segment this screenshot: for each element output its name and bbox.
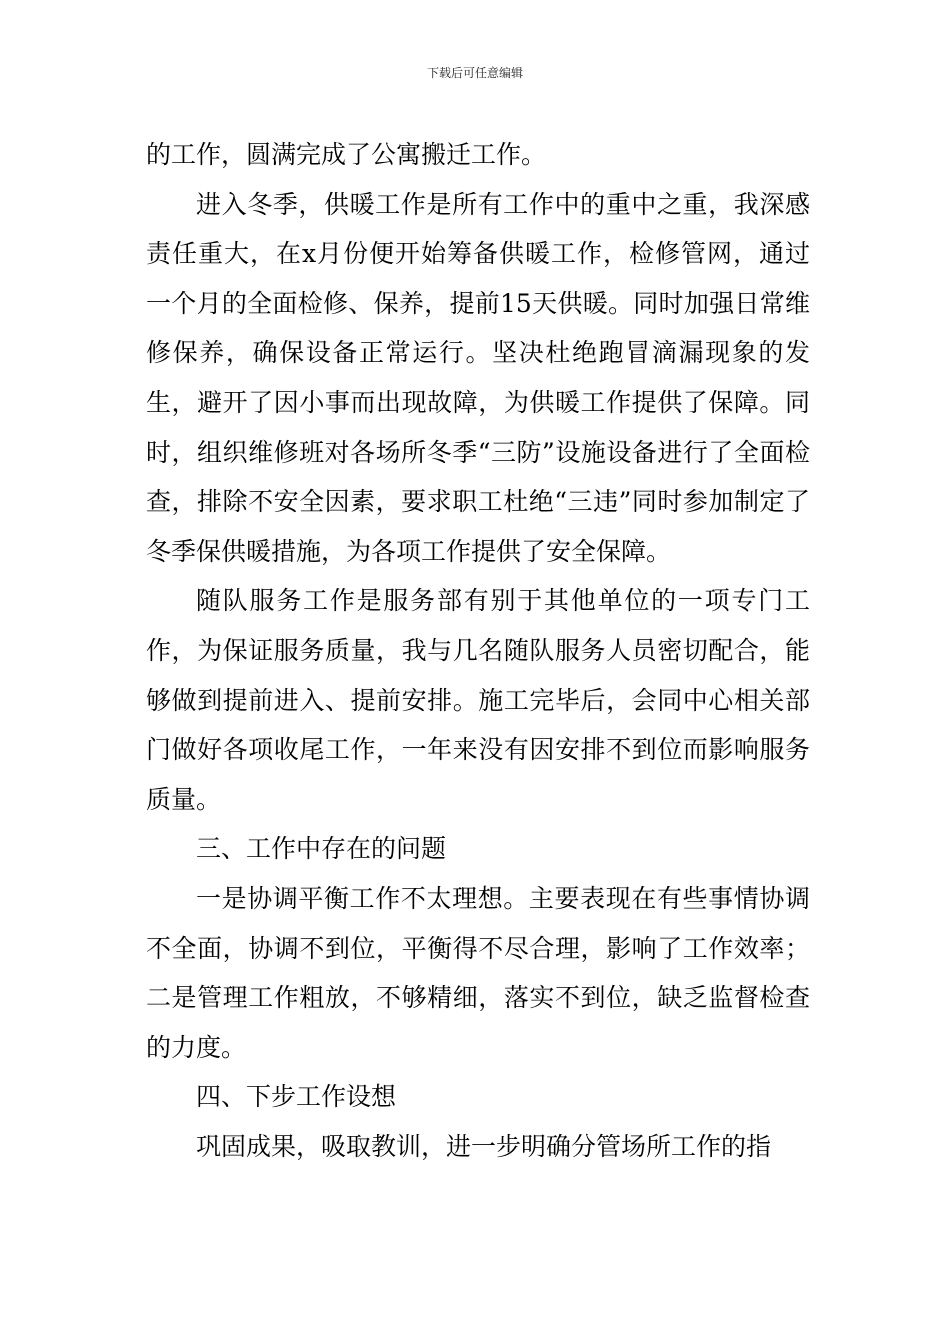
paragraph-team-service: 随队服务工作是服务部有别于其他单位的一项专门工作，为保证服务质量，我与几名随队服务人员密切配合，能够做到提前进入、提前安排。施工完毕后，会同中心相关部门做好各项收尾工作，一年来没有因安排不到位而影响服务质量。 — [146, 586, 810, 814]
document-body — [146, 130, 810, 1171]
section-heading-problems: 三、工作中存在的问题 — [196, 834, 447, 864]
paragraph-next-steps: 巩固成果，吸取教训，进一步明确分管场所工作的指 — [196, 1131, 772, 1161]
section-heading-next-steps: 四、下步工作设想 — [196, 1082, 397, 1112]
paragraph-continuation: 的工作，圆满完成了公寓搬迁工作。 — [146, 140, 547, 169]
page-header: 下载后可任意编辑 — [426, 66, 523, 80]
paragraph-problems: 一是协调平衡工作不太理想。主要表现在有些事情协调不全面，协调不到位，平衡得不尽合理，影响了工作效率；二是管理工作粗放，不够精细，落实不到位，缺乏监督检查的力度。 — [146, 883, 810, 1062]
paragraph-heating-work: 进入冬季，供暖工作是所有工作中的重中之重，我深感责任重大，在x月份便开始筹备供暖工作，检修管网，通过一个月的全面检修、保养，提前15天供暖。同时加强日常维修保养，确保设备正常运行。坚决杜绝跑冒滴漏现象的发生，避开了因小事而出现故障，为供暖工作提供了保障。同时，组织维修班对各场所冬季“三防”设施设备进行了全面检查，排除不安全因素，要求职工杜绝“三违”同时参加制定了冬季保供暖措施，为各项工作提供了安全保障。 — [146, 189, 810, 566]
